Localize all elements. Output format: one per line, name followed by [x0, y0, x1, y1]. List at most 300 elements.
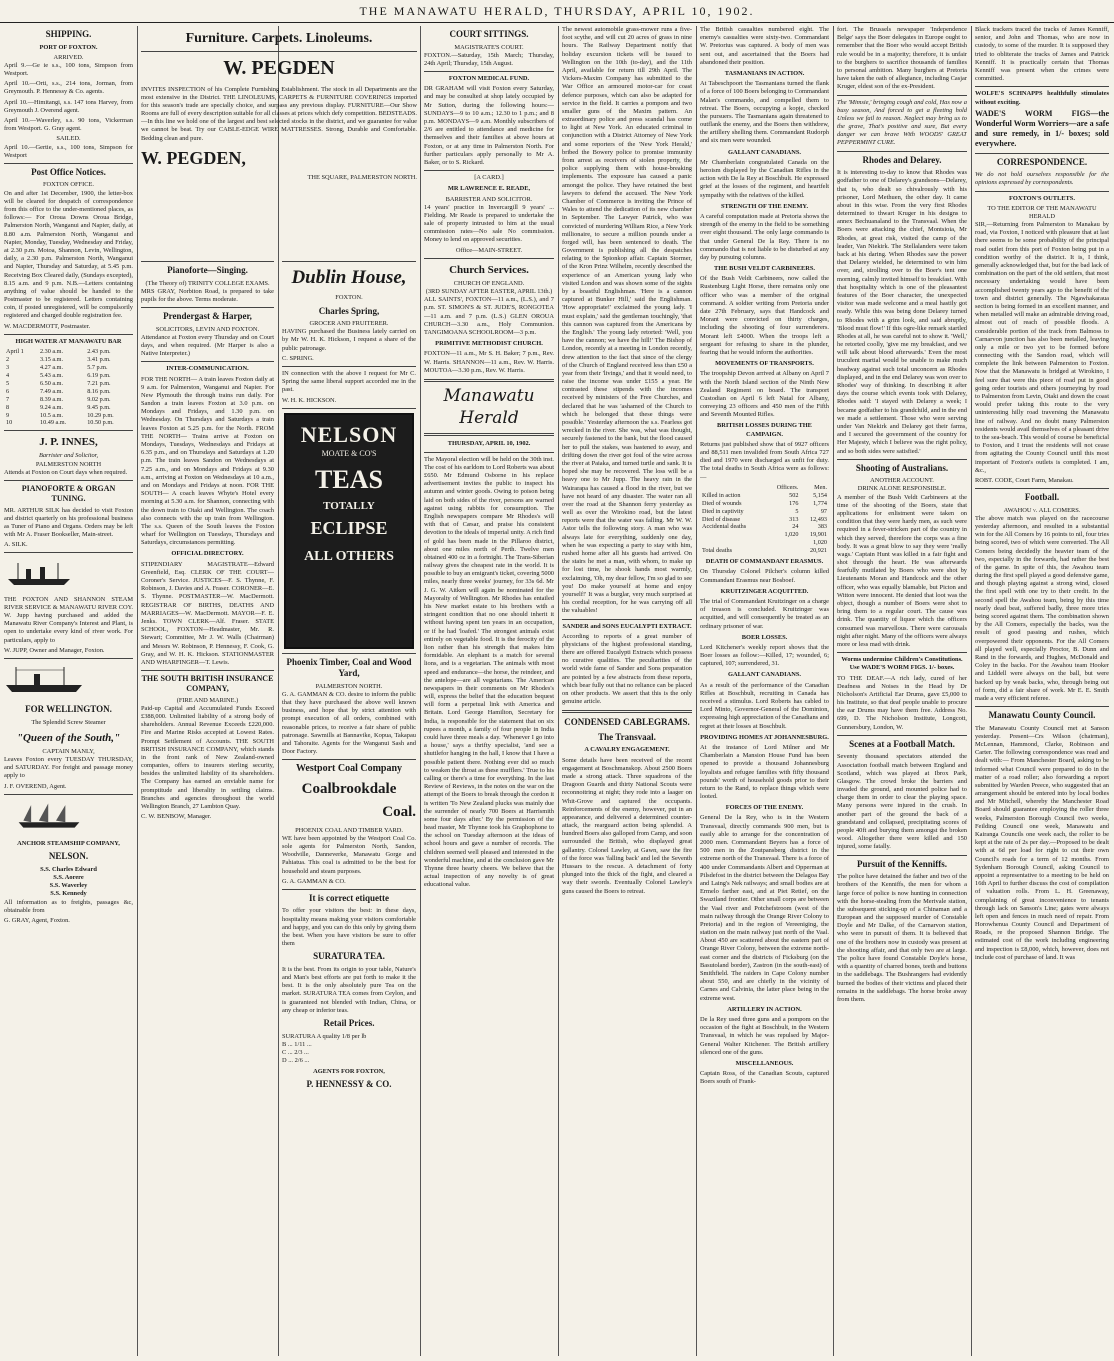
wolfe-ad: WOLFE'S SCHNAPPS healthfully stimulates without exciting.	[975, 90, 1109, 106]
sander-text: According to reports of a great number of physicians of the highest professional standing, there are offered Eucalypti Extracts which possess no curative qualities. The peculiarities of the world wide fame of Sander and Sons preparation are pointed by a few abstracts from these reports, which bear fully out that no reliance can be placed on other products. We assert that this is the only genuine article.	[562, 632, 692, 706]
divider	[837, 95, 967, 96]
masthead: THE MANAWATU HERALD, THURSDAY, APRIL 10, 1902.	[0, 0, 1114, 23]
hickson-sign: W. H. K. HICKSON.	[282, 396, 337, 404]
anchor-sign: G. GRAY, Agent, Foxton.	[4, 916, 70, 924]
anchor-ship: S.S. Kennedy	[50, 890, 87, 898]
dublin-house-heading: Dublin House,	[291, 267, 407, 288]
wade-ad: WADE'S WORM FIGS—the Wonderful Worm Worriers—are a safe and sure remedy, in 1/- boxes; sold everywhere.	[975, 108, 1109, 149]
casualty-cell: 5,154	[813, 491, 827, 499]
bushveldt-text: Of the Bush Veldt Carbineers, now called the Rustenburg Light Horse, there remains only one officer who was a member of the original command. A soldier writing from Pretoria under date 27th February, says that Handcock and Morant were convicted on thirty charges, including the shooting of four surrenderers. Morant left £4000. When the troops left a sergeant for refusing to share in the plunder, fearing that he would inform the authorities.	[700, 275, 829, 356]
outlets-text: SIR,—Returning from Palmerston to Manakau by road, via Foxton, I noticed with pleasure that at last there seems to be some probability of the principal road outlet from this port of Foxton being put in a condition worthy of the district. It is, I think, generally acknowledged that, but for the bad lack of combination on the part of the old settlers, that most necessary undertaking would have been accomplished twenty years ago to the benefit of the town and district generally. The Ngawhakaraua section is being formed in an excellent manner, and when metalled will make an admirable driving road, almost out of reach of possible floods. A considerable portion of the track from Balmoss to Carnarvon junction has also been metalled, leaving only a mile or two yet to be formed before connecting with the Sandon road, which will complete the link between Palmerston to Foxton. Now that the Manawatu is bridged at Wirokino, I feel sure that were this piece of road put in good going order tourists and others journeying by road to Palmerston from Levin, Otaki and down the coast would prefer taking this route to the very uninteresting hilly road traversing the Manawatu line of railway. And no doubt many Palmerston residents would avail themselves of a pleasant drive to the sea-beach. This would of course be beneficial to Foxton, and I trust the residents will not cease from agitating the County Council until this most important of Foxton's outlets is completed. I am, &c.,	[975, 221, 1109, 474]
dublin-text: HAVING purchased the Business lately carried on by Mr W. H. K. Hickson, I request a share of the public patronage.	[282, 328, 416, 352]
insurance-sub: (FIRE AND MARINE.)	[176, 696, 239, 704]
anchor-ship: S.S. Charles Edward	[40, 865, 97, 873]
column-5	[562, 26, 692, 1356]
column-3	[282, 258, 416, 1356]
artillery-heading: ARTILLERY IN ACTION.	[727, 1005, 802, 1013]
teas-word: TEAS	[315, 465, 383, 495]
football-scenes-text: Seventy thousand spectators attended the Association football match between England and Scotland, which was played at Ibrox Park, Glasgow. The crowd broke the barriers and invaded the ground, and mounted police had to charge them in order to clear the playing space. Many persons were injured in the crush. In another part of the ground the back of a grandstand and collapsed, precipitating scores of people 40ft and burying them amongst the broken wood. Altogether there were killed and 150 injured, some fatally.	[837, 753, 967, 851]
divider	[424, 379, 554, 382]
tide-cell: 9.45 p.m.	[87, 403, 111, 411]
tide-cell: 2.43 p.m.	[87, 348, 111, 356]
tide-cell: 8.39 a.m.	[40, 395, 64, 403]
court-text: FOXTON.—Saturday, 15th March; Thursday, 24th April; Thursday, 15th August.	[424, 51, 554, 67]
casualty-row	[700, 547, 829, 555]
correspondence-heading: CORRESPONDENCE.	[996, 156, 1088, 167]
inter-comm-text: FOR THE NORTH— A train leaves Foxton daily at 9 a.m. for Palmerston, Wanganui and Napier. For New Plymouth the through trains run daily. For Sandon a train leaves Foxton at 3.0 p.m. on Mondays and Fridays, and 1.30 p.m. on Wednesday. On Thursdays and Saturdays a train leaves Foxton at 5.25 p.m. for the North. FROM THE NORTH— Trains arrive at Foxton on Mondays, Tuesdays, Wednesdays and Fridays at 6.35 p.m., and on Thursdays and Saturdays at 1.20 p.m. The train leaves Sandon on Wednesdays at 7.25 a.m., and on Mondays and Fridays at 9.30 a.m., arriving at Foxton on Wednesdays at 10 a.m., and on Mondays and Fridays at noon. FOR THE SOUTH— A coach leaves Whyte's Hotel every morning at 5.30 a.m. for Shannon, connecting with the down train to Otaki and Wellington. The coach also connects with the up train from Wellington. The s.s. Queen of the South leaves the Foxton wharf for Wellington on Tuesdays, Thursdays and Saturdays, circumstances permitting.	[141, 375, 274, 547]
anchor-heading: ANCHOR STEAMSHIP COMPANY,	[17, 840, 120, 848]
column-2	[141, 258, 274, 1356]
prendergast-text: Attendance at Foxton every Thursday and on Court days, and when required. (Mr Harper is also a Native Interpreter.)	[141, 333, 274, 358]
church-sub-2: (3RD SUNDAY AFTER EASTER, APRIL 13th.)	[425, 288, 553, 296]
dublin-place: FOXTON.	[335, 294, 363, 302]
post-office-heading: Post Office Notices.	[31, 166, 106, 177]
ship-line: April 9.—Ge ie s.s., 100 tons, Simpson from Westport.	[4, 61, 133, 78]
all-others-word: ALL OTHERS	[304, 549, 394, 565]
piano-tuning-sign: A. SILK.	[4, 541, 28, 549]
directory-text: STIPENDIARY MAGISTRATE—Edward Greenfield, Esq. CLERK OF THE COURT—Coroner's Service. JUSTICES—F. S. Thynne, F. Robinson, J. Davies and A. Fraser. CORONER—E. S. Thynne. POSTMASTER—W. MacDermott. REGISTRAR OF BIRTHS, DEATHS AND MARRIAGES—W. MacDermott. MAYOR—F. E. Jenks. TOWN CLERK—Alf. Fraser. STATE SCHOOL, FOXTON—Headmaster, Mr. R. Stewart; Committee, Mr J. W. Walls (Chairman) and Messrs W. Robinson, P. Hennessy, F. Cook, G. Gray, and W. H. K. Hickson. STATIONMASTER AND WHARFINGER—T. Lewis.	[141, 560, 274, 666]
divider	[4, 430, 133, 431]
tide-cell: 7.21 p.m.	[87, 379, 111, 387]
casualty-cell: Officers.	[776, 483, 799, 491]
sander-heading: SANDER and SONS EUCALYPTI EXTRACT.	[562, 622, 692, 630]
kruitzinger-heading: KRUITZINGER ACQUITTED.	[720, 587, 809, 595]
casualty-cell: Killed in action	[702, 491, 741, 499]
pm-text: FOXTON—11 a.m., Mr S. H. Baker; 7 p.m., Rev. W. Harris. SHANNON—11 a.m., Rev. W. Harris. MOUTOA—3.30 p.m., Rev. W. Harris.	[424, 350, 554, 374]
divider	[975, 706, 1109, 707]
tide-row	[4, 356, 133, 364]
tide-cell: 5.43 a.m.	[40, 371, 64, 379]
casualty-cell: 176	[789, 499, 799, 507]
tide-cell: 2	[6, 355, 10, 363]
coal-word: Coal.	[382, 804, 416, 821]
tide-cell: 10.49 a.m.	[40, 419, 67, 427]
column-rule	[833, 26, 834, 1356]
tide-cell: 2.30 a.m.	[40, 348, 64, 356]
divider	[975, 86, 1109, 87]
football-heading: Football.	[1024, 492, 1060, 503]
phoenix-place: PALMERSTON NORTH.	[315, 682, 383, 690]
tide-table	[4, 348, 133, 427]
divider	[975, 488, 1109, 489]
column-rule	[971, 26, 972, 1356]
divider	[424, 258, 554, 259]
misc-text: Captain Ross, of the Canadian Scouts, captured Boers south of Frank-	[700, 1070, 829, 1086]
prendergast-heading: Prendergast & Harper,	[163, 311, 252, 322]
kenniffs-heading: Pursuit of the Kenniffs.	[857, 858, 947, 869]
reade-text: 14 years' practice in Invercargill 9 years' ... Fielding. Mr Reade is prepared to undertake the sale of property intrusted to him at the usual commission rates—No sale No commission. Money to lend on approved securities.	[424, 203, 554, 244]
divider	[282, 653, 416, 654]
tide-cell: 10.5 a.m.	[40, 411, 64, 419]
casualty-cell	[765, 539, 800, 547]
steam-service-sign: W. JUPP, Owner and Manager, Foxton.	[4, 646, 105, 654]
tide-row	[4, 412, 133, 420]
reade-office: Office—MAIN-STREET.	[455, 246, 523, 254]
innes-text: Attends at Foxton on Court days when required.	[4, 468, 128, 476]
casualty-cell: 97	[820, 507, 827, 515]
divider	[141, 307, 274, 308]
football-sub: AWAHOU v. ALL COMERS.	[1003, 506, 1081, 514]
casualty-row	[700, 484, 829, 492]
losses-text: Returns just published show that of 9927 officers and 88,511 men invalided from South Africa 727 died and 1970 were discharged as unfit for duty. The total deaths in South Africa were as follows:—	[700, 440, 829, 481]
transports-text: The troopship Devon arrived at Albany on April 7 with the North Island section of the Ninth New Zealand Regiment on board. The transport Custodian on April 6 left Natal for Albany, conveying 23 officers and 450 men of the Fifth and Seventh Mounted Rifles.	[700, 370, 829, 419]
tide-cell: 4	[6, 371, 10, 379]
herald-date: THURSDAY, APRIL 10, 1902.	[447, 440, 531, 448]
casualty-cell: Died of disease	[702, 515, 741, 523]
outlets-to: TO THE EDITOR OF THE MANAWATU HERALD	[987, 204, 1097, 220]
column-rule	[420, 26, 421, 1356]
steam-service-text: THE FOXTON AND SHANNON STEAM RIVER SERVICE & MANAWATU RIVER COY. W. Jupp having purchased and added the Manawatu River Company's Interest and Plant, is open to undertake every kind of river work. For particulars, apply to	[4, 595, 133, 644]
tasmanians-heading: TASMANIANS IN ACTION.	[724, 69, 805, 77]
piano-tuning-heading: PIANOFORTE & ORGAN TUNING.	[21, 484, 116, 504]
divider	[424, 452, 554, 453]
war-text: The British casualties numbered eight. The enemy's casualties were sixty-two. Commandant W. Pretorius was captured. A body of men was sent out, and ascertained that the Boers had abandoned their position.	[700, 26, 829, 66]
outlets-heading: FOXTON'S OUTLETS.	[1009, 194, 1075, 202]
divider	[282, 261, 416, 262]
tide-row	[4, 372, 133, 380]
tide-cell: 9.24 a.m.	[40, 403, 64, 411]
agents-name: P. HENNESSY & CO.	[306, 1079, 392, 1090]
innes-name: J. P. INNES,	[39, 436, 98, 449]
tide-heading: HIGH WATER AT MANAWATU BAR	[15, 337, 122, 345]
prendergast-sub: SOLICITORS, LEVIN AND FOXTON.	[155, 325, 260, 333]
tide-cell: 3	[6, 363, 10, 371]
another-account: ANOTHER ACCOUNT.	[870, 477, 934, 485]
tide-row	[4, 348, 133, 356]
tasmanians-text: At Tabeschpoort the Tasmanians turned the flank of a force of 100 Boers belonging to Commandant Malan's commando, and compelled them to retreat. The Boers, occupying a kopje, checked the pursuers. The Tasmanians again threatened to outflank the enemy, and the Boers then withdrew, the artillery shelling them. Commandant Rudorph and six men were wounded.	[700, 80, 829, 145]
divider	[424, 71, 554, 72]
totally-word: TOTALLY	[323, 500, 375, 513]
divider	[837, 652, 967, 653]
tide-row	[4, 364, 133, 372]
insurance-heading: THE SOUTH BRITISH INSURANCE COMPANY,	[141, 674, 274, 694]
cavalry-heading: A CAVALRY ENGAGEMENT.	[584, 746, 670, 754]
herald-title: Manawatu Herald	[443, 385, 535, 428]
column-7	[837, 26, 967, 1356]
reade-heading: MR LAWRENCE E. READE,	[447, 185, 531, 193]
casualty-cell: 19,901	[809, 531, 827, 539]
casualty-cell: Died in captivity	[702, 507, 744, 515]
divider	[837, 735, 967, 736]
county-heading: Manawatu County Council.	[988, 710, 1096, 721]
moate-word: MOATE & CO'S	[321, 448, 377, 458]
tide-cell: 9.02 p.m.	[87, 395, 111, 403]
tide-row	[4, 380, 133, 388]
football-text: The above match was played on the racecourse yesterday afternoon, and resulted in a substantial win for the All Comers by 16 points to nil, four tries being scored, two of which were converted. The All Comers being decidedly the heavier team of the two, especially in the forwards, had rather the best of the game. In spite of this, the Awahou team during the first spell played a good defensive game, and though playing against a strong wind, closed the first spell with one try to their credit. In the second spell the Awahou team, being by this time nearly dead beat, suffered badly, three more tries being scored against them. The combination shown by the All Comers, especially the backs, was the result of good passing and rushes, which overpowered their opponents. For the All Comers all played well, especially Proctor, B. Dunn and Rand in the forwards, and Hughes, McDonald and Coley in the backs. For the Awahou team Hooker and Liddell were always on the ball, but were backed up by weak backs, who, through being out of form, did a fair share of work. Mr E. E. Smith made a very efficient referee.	[975, 514, 1109, 702]
dublin-owner: Charles Spring,	[318, 305, 380, 316]
divider	[837, 151, 967, 152]
divider	[141, 51, 417, 52]
post-office-sign: W. MACDERMOTT, Postmaster.	[4, 322, 91, 330]
cablegrams-heading: CONDENSED CABLEGRAMS.	[564, 717, 690, 728]
queen-sign: J. F. OVEREND, Agent.	[4, 782, 67, 790]
church-heading: Church Services.	[449, 263, 529, 276]
divider	[424, 170, 554, 171]
divider	[282, 759, 416, 760]
peppermint-verse: The 'Mimsie,' bringing cough and cold, Has now a busy season, And forced to get a fleeting hold Unless we fail to reason. Neglect may bring us to the grave, That's positive and sure, But every danger we can brave With WOODS' GREAT PEPPERMINT CURE.	[837, 98, 967, 147]
card-label: [A CARD.]	[474, 174, 504, 182]
pegden-ad	[141, 26, 417, 266]
inter-comm-heading: INTER-COMMUNICATION.	[166, 365, 249, 373]
divider	[4, 480, 133, 481]
divider	[4, 163, 133, 164]
divider	[424, 433, 554, 436]
shooting-text: A member of the Bush Veldt Carbineers at the time of the shooting of the Boers, state that applications for enlistment were taken on condition that they were hardy men, as such were required in a fever-stricken part of the country in which they served, therefore the corps was a fine body. It was a great blow to say they were 'really wags.' Captain Hunt was killed in a fair fight and shot through the heart. He was afterwards fearfully mutilated by Boers who were shot by Lieutenants Moran and Handcock and the other officer, who was equally blamable, but Picton and Witton were innocent. He denied that loot was the object, though a number of Boers were shot to bring them to a regular court. The cause was drink. The quantity of liquor which the officers consumed was marvellous. There were carousals night after night. Many of the officers were always more or less mad with drink.	[837, 493, 967, 648]
brussels-text: fort. The Brussels newspaper 'Independence Belge' says the Boer delegates in Europe ought to remember that the Boer who would accept British rule would be in a majority; therefore, it is unfair to the burghers to sacrifice thousands of families to personal ambition. Many burghers at Pretoria have taken the oath of allegiance, including Casjar Kruger, eldest son of the ex-President.	[837, 26, 967, 91]
retail-line: C ... 2/3 ...	[282, 1048, 309, 1056]
tide-cell: 7.49 a.m.	[40, 387, 64, 395]
divider	[282, 889, 416, 890]
forces-heading: FORCES OF THE ENEMY.	[725, 804, 804, 812]
furniture-text: INVITES INSPECTION of his Complete Furnishing Establishment. The stock in all Departments are the most extensive in the District. THE LINOLEUMS, CARPETS & FURNITURE COVERINGS imported for this season's trade are specially choice, and surpass any previous display. FURNITURE—Our Show Rooms are full of every description suitable for all classes at prices which defy competition. BEDSTEADS.—In this line we hold one of the largest and best selected stocks in the district, and we guarantee for value we cannot be beat. Try our CABLE-EDGE WIRE MATTRESSES. Strong, Durable and Comfortable. Bedding clean and pure.	[141, 85, 417, 142]
phoenix-text: G. A. GAMMAN & CO. desire to inform the public that they have purchased the above well known business, and hope that by strict attention with prompt execution of all orders, combined with reasonable prices, to receive a fair share of public patronage. Sawmills at Bannavike, Kopua, Takapau and Tahoraite. Agents for the Wanganui Sash and Door Factory.	[282, 690, 416, 756]
artillery-text: De la Rey used three guns and a pompom on the occasion of the fight at Boschbult, in the Western Transvaal, in which he was repulsed by Major-General Walter Kitchener. The British artillery silenced one of the guns.	[700, 1015, 829, 1056]
kenniffs-text: The police have detained the father and two of the brothers of the Kenniffs, the men for whom a large force of police is now hunting in connection with the horse-stealing from the Merivale station, the subsequent sticking-up of a Chinaman and a European and the supposed murder of Constable Doyle and Mr Dalke, of the Carnarvon station, who were in pursuit of them. It is believed that one of the brothers now in custody was present at the shooting affair, and that only two are at large. The police have found Constable Doyle's horse, with a quantity of charred bones, teeth and buttons in the saddlebags. The Bushrangers had evidently burned the bodies of their victims and placed their remains in the saddlebags. The horse broke away from them.	[837, 873, 967, 1003]
outlets-sign: ROBT. CODE, Court Farm, Manakau.	[975, 476, 1074, 484]
anchor-sub: NELSON.	[48, 851, 89, 862]
forces-text: General De la Rey, who is in the Western Transvaal, directly commands 900 men, but is easily able to arrange for the concentration of 2000 men. Commandant Beyers has a force of 500 men in the Zoutpansberg district in the extreme north of the Transvaal. There is a force of 400 under Commandants Albert and Opperman at Pilsdefost in the district between the Delagoa Bay and Laing's Nek railways; and small bodies are at Ermelo farther east, and at Piet Retief, on the Swaziland frontier. Other small corps are between the Vaal river and Potchefstroom (west of the main railway through the Orange River Colony to Pretoria) and in the region of Vereeniging, the station on the main railway just north of the Vaal. About 450 are scattered about the eastern part of Orange River Colony, between the extreme north-east corner and the districts of Ficksburg (on the Basutoland border), Zastron (in the south-east) of Smithfield. The raiders in Cape Colony number about 550, and are chiefly in the vicinity of Carnes and Calvinia, the latter place being in the extreme west.	[700, 814, 829, 1002]
etiquette-heading: It is correct etiquette	[308, 892, 390, 903]
bushveldt-heading: THE BUSH VELDT CARBINEERS.	[714, 265, 815, 273]
suratura-text: It is the best. From its origin to your table, Nature's and Man's best efforts are put forth to make it the best. It is the only absolutely pure Tea on the market. SURATURA TEA comes from Ceylon, and is guaranteed not blended with Indian, China, or any cheap or inferior teas.	[282, 965, 416, 1014]
tide-cell: 3.41 p.m.	[87, 355, 111, 363]
casualty-row	[700, 500, 829, 508]
tide-cell: 10	[6, 419, 13, 427]
column-rule	[137, 26, 138, 1356]
dublin-trade: GROCER AND FRUITERER.	[309, 320, 389, 328]
erasmus-text: On Thursday Colonel Pilcher's column killed Commandant Erasmus near Bosboef.	[700, 568, 829, 584]
divider	[975, 153, 1109, 154]
transvaal-heading: The Transvaal.	[598, 731, 656, 742]
sailing-ship-icon	[4, 802, 94, 830]
tide-cell: 5	[6, 379, 10, 387]
divider	[4, 334, 133, 335]
column-6	[700, 26, 829, 1356]
divider	[141, 361, 274, 362]
westport-heading: Westport Coal Company	[295, 763, 403, 775]
deaf-text: TO THE DEAF.—A rich lady, cured of her Deafness and Noises in the Head by Dr Nicholson's Artificial Ear Drums, gave £5,000 to his Institute, so that deaf people unable to procure the ear Drums may have them free. Address No. 699, D. The Nicholson Institute, Longcott, Gunnersbury, London, W.	[837, 674, 967, 731]
casualty-row	[700, 531, 829, 539]
tide-cell: April 1	[6, 348, 24, 356]
editorial-text: The Mayoral election will be held on the 30th inst. The cost of his earldom to Lord Roberts was about £650. Mr Edmund Osborne in his replace advertisement invites the public to inspect his autumn and winter goods. Owing to poison being laid on both sides of the river, persons are warned against using rabbits for consumption. The English newspapers compare Mr Rhodes's will with that of Cæsar, and praise his consistent devotion to the ideals of imperial unity. A rich find of gold has been made in the Pillaroo district, about one miles north of Perth. Twelve men obtained 400 oz in a fortnight. The Trans-Siberian railway gives the cheapest rate in the world. It is possible to buy an emigrant's ticket, covering 5000 miles, nearly three weeks' journey, for 33s 6d. Mr J. G. W. Aitken will again be nominated for the Mayoralty of Wellington. Mr Rhodes has entailed his New market estate to his brothers with a stringent condition that no one should inherit it without having spent ten years in an occupation, or if he had 'loafed.' The strongest animals exist entirely on vegetable food. It is the ferocity of the lion rather than his strength that makes him formidable. An elephant is a match for several lions, and is a vegetarian. The animals with most speed and endurance—the horse, the reindeer, and the antelope—are all vegetarians. The American newspapers in their comments on Mr Rhodes's will, express the belief that the education bequest will form a perpetual link with America and Britain. Lord George Hamilton, Secretary for India, is responsible for the statement that on six rupees a month, a family of four people in India could have three meals a day. 'Whenever I go into a house,' says a thrifty specialist, 'and see a shuttlefor hanging in the hall, I know that I have a possible patient there. Nothing ever did so much to weaken the throat as these mufflers.' True to his calling or there's a time for everything. In the last Review of Reviews, in the notes on the war on the attempt of the Boers to break through the cordon it is written 'To New Zealand plucks was mainly due the surrender of nearly 700 Boers at Harrismith some four days after.' By the permission of the head master, Mr Thynne took his Graphophone to the school on Tuesday afternoon at the ideas of school hours and gave a number of records. The children seemed well pleased and interested in the wonderful machine, and at the conclusion gave Mr Thynne three hearty cheers. We believe that the actual inspection of any novelty is of great educational value.	[424, 455, 554, 889]
tide-cell: 10.50 p.m.	[87, 419, 114, 427]
directory-heading: OFFICIAL DIRECTORY.	[171, 550, 244, 558]
boer-losses-heading: BOER LOSSES.	[741, 633, 788, 641]
rhodes-heading: Rhodes and Delarey.	[862, 154, 942, 165]
anchor-ship: S.S. Waverley	[49, 882, 88, 890]
casualty-cell: 1,020	[784, 531, 799, 539]
divider	[282, 408, 416, 409]
casualty-cell: 24	[792, 523, 799, 531]
agents-heading: AGENTS FOR FOXTON,	[313, 1068, 385, 1076]
retail-line: SURATURA A quality 1/8 per lb	[282, 1032, 367, 1040]
pegden-name-2: W. PEGDEN,	[141, 147, 246, 168]
queen-of-the-south: "Queen of the South,"	[16, 731, 121, 744]
kruitzinger-text: The trial of Commandant Kruitzinger on a charge of treason is concluded. Kruitzinger was acquitted, and will consequently be treated as an ordinary prisoner of war.	[700, 597, 829, 630]
casualty-cell	[700, 539, 765, 547]
church-text: ALL SAINTS', FOXTON—11 a.m., (L.S.), and 7 p.m. ST. SIMON'S & ST. JUDE'S, RONGOTEA—11 a.m. and 7 p.m. (L.S.) GLEN OROUA CHURCH—3.30 a.m., Holy Communion. TANGIMOANA SCHOOLROOM—3 p.m.	[424, 296, 554, 337]
losses-heading: BRITISH LOSSES DURING THE CAMPAIGN.	[717, 422, 812, 438]
phoenix-coal: PHOENIX COAL AND TIMBER YARD.	[295, 826, 403, 834]
medical-heading: FOXTON MEDICAL FUND.	[448, 75, 530, 83]
ship-line: April 10.—Waverley, s.s. 90 tons, Vickerman from Westport. G. Gray agent.	[4, 117, 133, 133]
port-heading: PORT OF FOXTON.	[39, 43, 98, 51]
casualty-cell: 12,493	[809, 515, 827, 523]
canadians-heading-2: GALLANT CANADIANS.	[727, 671, 802, 679]
medical-text: DR GRAHAM will visit Foxton every Saturday, and may be consulted at shop lately occupied by Mr Sutton, during the following hours:— SUNDAYS—9 to 10 a.m.; 12.30 to 1 p.m.; and 8 p.m. MONDAYS—9 a.m. Monthly subscribers of 2/6 are entitled to attendance and medicine for themselves and their families at above hours at Foxton, or at any time in Palmerston North. For further particulars apply personally to Mr A. Baker, or to S. Rickard.	[424, 85, 554, 166]
arrived-label: ARRIVED.	[53, 53, 84, 61]
tide-cell: 6.19 p.m.	[87, 371, 111, 379]
tide-cell: 3.15 a.m.	[40, 355, 64, 363]
pianoforte-heading: Pianoforte—Singing.	[167, 265, 248, 275]
casualty-row	[700, 523, 829, 531]
divider	[4, 552, 133, 553]
court-sub: MAGISTRATE'S COURT.	[454, 43, 524, 51]
casualty-cell: 5	[795, 507, 799, 515]
dublin-sign: C. SPRING.	[282, 354, 314, 362]
homes-heading: PROVIDING HOMES AT JOHANNESBURG.	[700, 733, 829, 741]
correspondence-note: We do not hold ourselves responsible for the opinions expressed by correspondents.	[975, 171, 1109, 187]
anchor-text: All information as to freights, passages &c, obtainable from	[4, 898, 133, 914]
column-4	[424, 26, 554, 1356]
wellington-heading: FOR WELLINGTON.	[25, 704, 112, 715]
pianoforte-text: MRS GRAY, Norbiton Road, is prepared to take pupils for the above. Terms moderate.	[141, 287, 274, 303]
tide-cell: 8.16 p.m.	[87, 387, 111, 395]
divider	[141, 261, 274, 262]
divider	[4, 658, 133, 659]
tide-cell: 10.29 p.m.	[87, 411, 114, 419]
pianoforte-sub: (The Theory of) TRINITY COLLEGE EXAMS.	[145, 279, 270, 287]
column-8	[975, 26, 1109, 1356]
casualty-cell: Men.	[814, 483, 827, 491]
steamer-icon	[4, 666, 84, 694]
news-text: The newest automobile grass-mower runs a five-foot scythe, and will cut 20 acres of grass in nine hours. The Railway Department notify that holiday excursion tickets will be issued to Wellington on the 10th (to-day), and the 11th April, available for return till 29th April. The Vickers-Maxim Company has submitted to the War Office an armoured motor-car for coast defence purposes, which can also be adapted for service in the field. It carries a pompom and two smaller guns of the Maxim pattern. An extraordinary police and press scandal has come to light at New York. An educated criminal in conjunction with a District Attorney of New York and some reporters of the 'New York Herald,' bribed the Bowery police to promise immunity from arrest as receivers of stolen property, the police supplying them with house-breaking implements. The exposure has caused a panic amongst the police. They have retained the best lawyers to defend the accused. The New York Chamber of Commerce is inviting the Prince of Wales to attend the dedication of its new chamber in September. The Lawyer Patrick, who was convicted of murdering William Rice, a New York millionaire, to secure a million pounds under a forged will, has been sentenced to death. The Government is publishing all the despatches relating to the Spionkop affair. Captain Stormer, of the Kron Prinz Wilhelm, recently described the experience of an American young lady who visited London and was shown some of the sights by a boastful Englishman. 'Here is a cannon captured at Bunker Hill,' said the Englishman. 'How appropriate!' exclaimed the young lady. 'I must explain,' said the gentleman touchingly, 'that this cannon was captured from the Americans by the English.' The young lady retorted: 'Well, you have the cannon; we have the hill!' The Bishop of London, recently at a meeting in London recently, drew attention to the fact that since of the clergy of the Church of England received less than £50 a year from their 'livings,' and that it would need, to raise the income was under £155 a year. He contrasted these stipends with the incomes received by ministers of the Free Churches, and declared that he was 'ashamed of the Church to which he belonged that these things were possible.' Yesterday afternoon the s.s. Fearless got wrecked in the river. She was, what was thought, securely fastened to the bank, but the flood caused her to pull the stakes, was hastened to away, and drifting down the river got foul of the wire across the river at Paiaka, and turned turtle and sank. It is hoped she may be recovered. The loss will be a heavy one to Mr Jupp. The heavy rain in the Wairarapa has caused a flood in the river, but we have not heard of any disaster. The water ran all over the road at the Shannon ferry yesterday as well as over the Wirokino road, but the latest reports were that the water was falling. Mr W. W. Astor tells the following story. A man who was always late for everything, suddenly one day, when he was expecting a party to stay with him, rushed home after all his guests had arrived. On the stairs he met a man, with whom, to make up for lost time, he shook hands most warmly, exclaiming, 'Oh, my dear fellow, I'm so glad to see you! Do make yourself at home and enjoy yourself!' It was a burglar, very much surprised at his cordial reception, for he was carrying off all the valuables!	[562, 26, 692, 615]
retail-heading: Retail Prices.	[323, 1018, 375, 1028]
shipping-heading: SHIPPING.	[45, 29, 92, 39]
church-sub: CHURCH OF ENGLAND.	[453, 279, 525, 287]
tide-row	[4, 396, 133, 404]
reade-sub: BARRISTER AND SOLICITOR.	[445, 195, 533, 203]
worms-heading: Worms undermine Children's Constitutions. Use WADE'S WORM FIGS. 1/- boxes.	[841, 656, 963, 672]
football-scenes-heading: Scenes at a Football Match.	[849, 738, 955, 749]
cavalry-text: Some details have been received of the recent engagement at Boschmanskop. About 2500 Boers made a strong attack. Three squadrons of the Dragoon Guards and thirty National Scouts were reconnoitring at night; they rode into a laager on Whit-Grove and captured the occupants. Reinforcements of the enemy, however, put in an appearance, and delivered a determined counter-attack, the rearguard action being splendid. A hundred Boers also galloped from Camp, and soon surrounded the British, who displayed great gallantry. Colonel Lawley, at Gawn, saw the fire of the force was 'falling back' and led the Seventh Hussars to the rescue. A detachment of forty plunged into the thick of the fight, and cleared a way their swords. Eventually Colonel Lawley's guns caused the Boers to retreat.	[562, 756, 692, 895]
piano-tuning-text: MR. ARTHUR SILK has decided to visit Foxton and district quarterly on his professional business as Tuner of Piano and Organs. Orders may be left with Mr A. Fraser Bookseller, Main-street.	[4, 506, 133, 539]
tide-cell: 4.27 a.m.	[40, 363, 64, 371]
court-heading: COURT SITTINGS.	[449, 29, 529, 39]
casualty-cell	[765, 547, 800, 555]
casualty-cell: Accidental deaths	[702, 523, 747, 531]
tide-cell: 8	[6, 403, 10, 411]
coalbrookdale: Coalbrookdale	[301, 781, 397, 798]
pm-heading: PRIMITIVE METHODIST CHURCH.	[435, 340, 543, 348]
homes-text: At the instance of Lord Milner and Mr Chamberlain a Mansion House Fund has been opened to provide a thousand Johannesburg loyalists and refugee families with fifty thousand pounds' worth of household goods prior to their return to the Rand, to replace things which were looted.	[700, 743, 829, 801]
sailed-label: SAILED.	[56, 135, 81, 143]
casualty-cell	[700, 484, 765, 492]
nelson-word: NELSON	[300, 421, 398, 447]
tide-row	[4, 404, 133, 412]
sailed-line: April 10.—Gertie, s.s., 100 tons, Simpson for Westport	[4, 143, 133, 159]
wellington-sub: The Splendid Screw Steamer	[31, 718, 106, 726]
rhodes-text: It is interesting to-day to know that Rhodes was godfather to one of Delarey's grandsons—Delarey, that is, who dealt so chivalrously with his prisoner, Lord Methuen, the other day. It came about in this wise. From the very first Rhodes determined to thwart Kruger in his designs to annex Bechuanaland to the Transvaal. When the Boers were attacking the chief, Montsioia, Mr Rhodes, at great risk, visited the camp of the leader, Van Niekirk. The Stellalanders were taken back at his daring. When Rhodes saw the power that Delarey wielded, he determined to win him over, and, strolling over to the Boer's tent one morning, calmly invited himself to breakfast. With that hospitality which is one of the pleasantest features of the Boer character, the unexpected visitor was made welcome and a meal hastily got ready. While this was being done Delarey turned to Rhodes with a grim look, and said abruptly, 'Blood must flow!' If this ogre-like remark startled Rhodes at all, he was careful not to show it. 'Well,' he retorted coolly, 'give me my breakfast, and we will talk about blood afterwards.' Even the most truculent martial would be unable to make much headway against such total unconcern as Rhodes displayed, and in the end Delarey was won over to Rhodes' way of thinking. In describing it after days the course which events took with Delarey, Rhodes said: 'I stayed with Delarey a week; I became godfather to his grandchild, and in the end we made a settlement. Those who were serving under Van Niekirk and Delarey got their farms, and I secured the government of the country for Her Majesty, which I believe was the right policy, and so both sides were satisfied.'	[837, 169, 967, 455]
casualty-table	[700, 484, 829, 555]
county-text: The Manawatu County Council met at Sanson yesterday. Present—Crs Wilson (chairman), McLennan, Hammond, Clarke, Robinson and Carter. The following correspondence was read and dealt with:— From Manchester Board, asking to be informed what Council were prepared to do in the matter of a road roller; also forwarding a report submitted by Warden Preece, who suggested that an arrangement should be entered into by local bodies and Mr Mitchell, whereby the Manchester Road Board should guarantee employing the roller three weeks, Palmerston Borough Council two weeks, Feilding Council one week, Manawatu and Kairanga Councils one week each, the roller to be kept at the rate of 2s per day.—Proposed to be dealt with at 6d per load for right to cut their own Council's roads for a term of 12 months. From Sydenham Borough Council, asking Council to appoint a representative to a meeting to be held on 16th April to further discuss the cost of compilation of valuation rolls. From L. H. Greenaway, complaining of great inconvenience to tenants through lack on Sanson's Line; gates were always left open and fences in much need of repair. From Horowhenua County Council and Department of Roads, re the proposed Shannon Bridge. The estimated cost of the work including engineering and inspection is £8,000, which, however, does not include cost of purchase of land. It was	[975, 724, 1109, 961]
casualty-cell	[700, 531, 765, 539]
column-rule	[696, 26, 697, 1356]
tide-cell: 6	[6, 387, 10, 395]
erasmus-heading: DEATH OF COMMANDANT ERASMUS.	[705, 558, 824, 566]
etiquette-text: To offer your visitors the best: in these days, hospitality means making your visitors comfortable and happy, and you can do this only by giving them the best. When you have visitors be sure to offer them	[282, 907, 416, 948]
hickson-text: IN connection with the above I request for Mr C. Spring the same liberal support accorded me in the past.	[282, 369, 416, 394]
captain: CAPTAIN MANLY,	[42, 747, 95, 755]
westport-text: WE have been appointed by the Westport Coal Co. sole agents for Palmerston North, Sandon, Woodville, Danneverke, Manawatu Gorge and Pahiatua. This coal is admitted to be the best for household and steam purposes.	[282, 834, 416, 875]
tide-cell: 6.50 a.m.	[40, 379, 64, 387]
divider	[562, 710, 692, 713]
casualty-row	[700, 516, 829, 524]
tide-cell: 7	[6, 395, 10, 403]
casualty-cell: 502	[789, 491, 799, 499]
casualty-cell: 1,020	[813, 539, 827, 547]
tide-cell: 9	[6, 411, 10, 419]
kenniffs-cont: Black trackers traced the tracks of James Kenniff, senior, and John and Thomas, who are now in custody, to some of the murder. It is supposed they tried to obliterate the tracks of James and Patrick Kenniff. It is practically certain that Thomas Kenniff was present when the crimes were committed.	[975, 26, 1109, 83]
ship-line: April 10.—Himitangi, s.s. 147 tons Harvey, from Greymouth J. Overend agent.	[4, 98, 133, 114]
casualty-cell: 1,774	[813, 499, 827, 507]
divider	[4, 794, 133, 795]
queen-text: Leaves Foxton every TUESDAY THURSDAY, and SATURDAY. For freight and passage money apply to	[4, 756, 133, 780]
divider	[975, 191, 1109, 192]
divider	[837, 855, 967, 856]
nelson-tea-ad	[284, 413, 414, 649]
misc-heading: MISCELLANEOUS.	[735, 1059, 794, 1067]
pegden-name: W. PEGDEN	[223, 56, 335, 79]
shooting-heading: Shooting of Australians.	[855, 462, 949, 473]
column-rule	[558, 26, 559, 1356]
strength-heading: STRENGTH OF THE ENEMY.	[720, 202, 809, 210]
column-1	[4, 26, 133, 1356]
phoenix-heading: Phoenix Timber, Coal and Wood Yard,	[286, 656, 412, 679]
tide-row	[4, 419, 133, 427]
innes-place: PALMERSTON NORTH	[35, 460, 102, 468]
post-office-sub: FOXTON OFFICE.	[42, 181, 95, 189]
divider	[562, 619, 692, 620]
eclipse-word: ECLIPSE	[310, 518, 388, 539]
casualty-cell: 313	[789, 515, 799, 523]
retail-line: D ... 2/6 ...	[282, 1057, 310, 1065]
casualty-row	[700, 492, 829, 500]
innes-title: Barrister and Solicitor,	[38, 452, 99, 460]
casualty-row	[700, 508, 829, 516]
divider	[141, 670, 274, 671]
furniture-heading: Furniture. Carpets. Linoleums.	[185, 31, 373, 46]
canadians-heading: GALLANT CANADIANS.	[727, 148, 802, 156]
westport-sign: G. A. GAMMAN & CO.	[282, 877, 346, 885]
strength-text: A careful computation made at Pretoria shows the strength of the enemy in the field to be something over eight thousand. The only large commando is that under General De la Rey. There is no commando that is not liable to be disturbed at any day by pursuing columns.	[700, 212, 829, 261]
tide-row	[4, 388, 133, 396]
pegden-address: THE SQUARE, PALMERSTON NORTH.	[307, 173, 417, 181]
insurance-text: Paid-up Capital and Accumulated Funds Exceed £388,000. Unlimited liability of a strong body of shareholders. Annual Revenue Exceeds £220,000. Fire and Marine Risks accepted at Lowest Rates. Prompt Settlement of Accounts. THE SOUTH BRITISH INSURANCE COMPANY, which stands in the front rank of New Zealand-owned companies, offers to insurers sterling security, besides the unlimited liability of its shareholders. The Company has earned an enviable name for promptitude and liberality in settling claims. Branches and agencies throughout the world Wellington Branch, 27 Lambton Quay.	[141, 704, 274, 810]
anchor-ship: S.S. Aorere	[53, 873, 84, 881]
tide-cell: 5.7 p.m.	[87, 363, 108, 371]
casualty-cell: 383	[817, 523, 827, 531]
retail-line: B ... 1/11 ...	[282, 1040, 312, 1048]
transports-heading: MOVEMENTS OF TRANSPORTS.	[715, 360, 814, 368]
steamship-icon	[4, 560, 74, 588]
casualty-cell: 20,921	[809, 547, 827, 555]
ship-line: April 10.—Orti, s.s., 214 tons, Jorman, from Greymouth. P. Hennessy & Co. agents.	[4, 80, 133, 96]
suratura-heading: SURATURA TEA.	[313, 951, 385, 962]
boer-losses-text: Lord Kitchener's weekly report shows that the Boer losses as follow:—Killed, 17; wounded, 6; captured, 107; surrendered, 31.	[700, 643, 829, 668]
post-office-text: On and after 1st December, 1900, the letter-box will be cleared for despatch of correspondence from this office to the under-mentioned places, as follows:— For Oroua Downs Oroua Bridge, Palmerston North, Wanganui and Napier, daily, at 8.80 a.m. Palmerston North, Wanganui and Napier, Monday, Tuesday, Wednesday and Friday, at 2.30 p.m. Motoa, Shannon, Levin, Wellington, daily, a 2.30 p.m. Palmerston North, Wanganui and Napier, Thursday and Saturday, at 5.45 p.m. Receiving Box Cleared daily, (Sundays excepted), 8.15 a.m. and 9 p.m. N.B.—Letters containing anything of value should be handed to the Postmaster to be registered. Letters containing coin, if posted unregistered, will be compulsorily registered and charged double registration fee.	[4, 189, 133, 320]
canadians-text: Mr Chamberlain congratulated Canada on the heroism displayed by the Canadian Rifles in the action with De la Rey at Boschbult. He expressed grief at the losses of the regiment, and heartfelt sympathy with the relatives of the killed.	[700, 158, 829, 199]
